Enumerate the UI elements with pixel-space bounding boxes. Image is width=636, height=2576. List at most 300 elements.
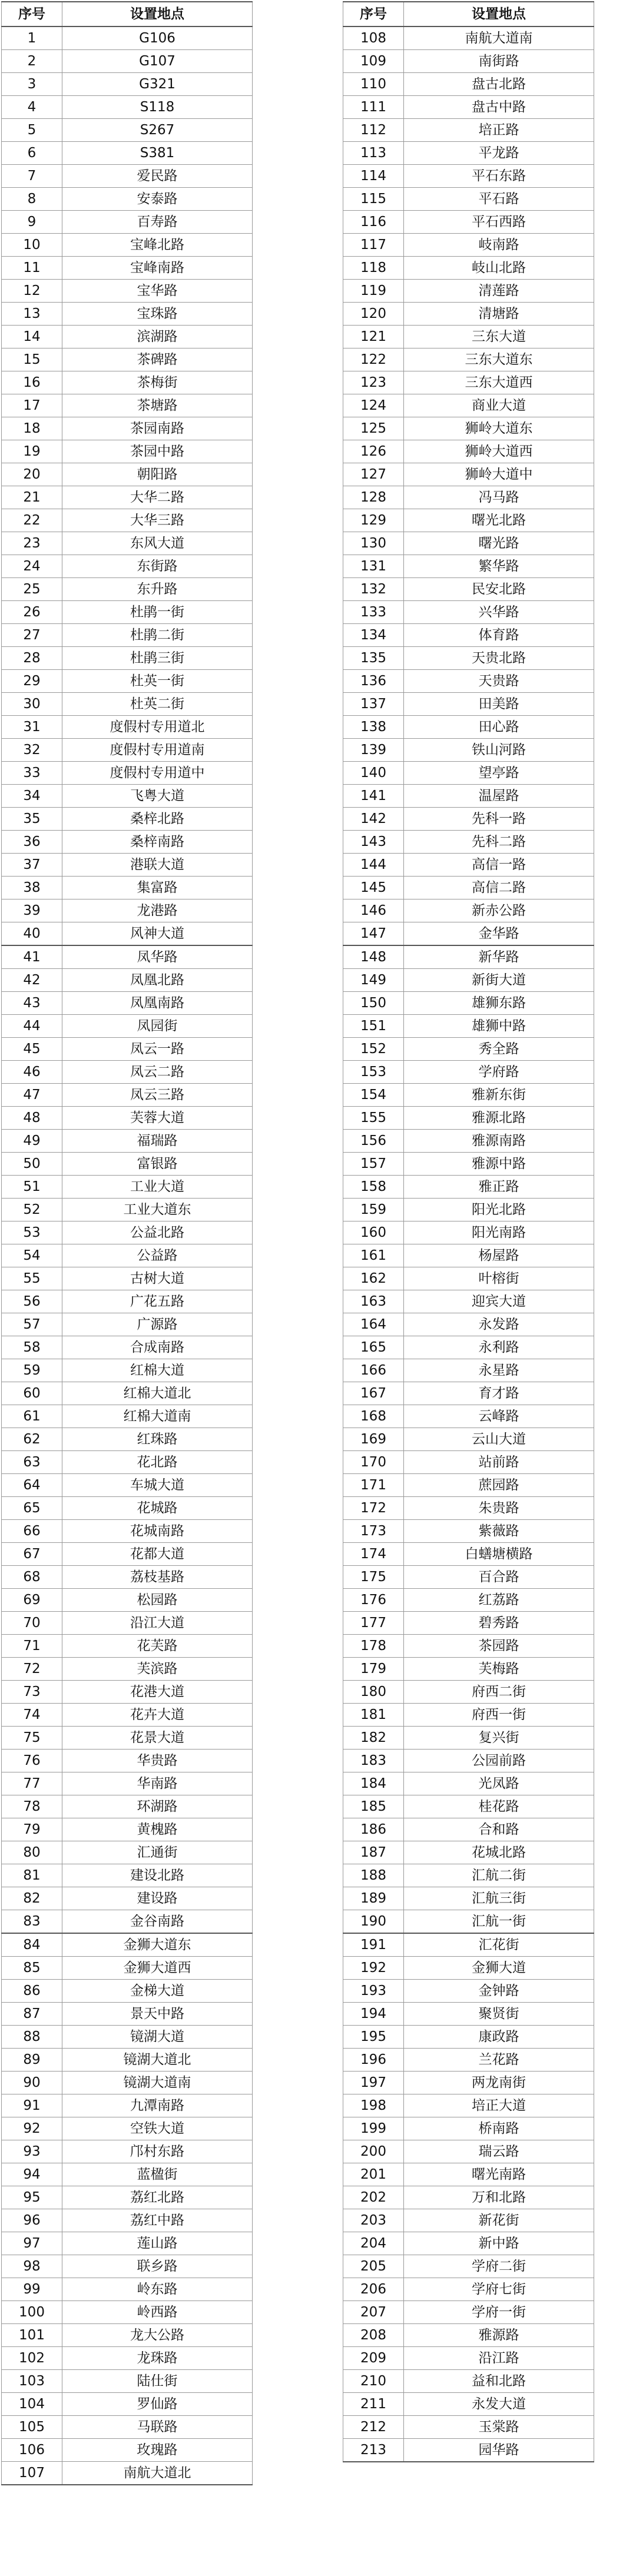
row-seq: 13 bbox=[2, 303, 62, 326]
table-row bbox=[2, 739, 253, 762]
table-row bbox=[343, 1474, 594, 1497]
table-row bbox=[2, 1267, 253, 1290]
row-seq: 203 bbox=[343, 2209, 404, 2232]
row-location: 杨屋路 bbox=[404, 1244, 594, 1267]
table-row bbox=[2, 2255, 253, 2278]
row-seq: 167 bbox=[343, 1382, 404, 1405]
row-location: 平石西路 bbox=[404, 211, 594, 234]
row-seq: 51 bbox=[2, 1176, 62, 1199]
table-row bbox=[343, 2370, 594, 2393]
row-location: 南街路 bbox=[404, 50, 594, 73]
row-seq: 152 bbox=[343, 1038, 404, 1061]
row-seq: 34 bbox=[2, 785, 62, 808]
row-location: 雅新东街 bbox=[404, 1084, 594, 1107]
table-row bbox=[2, 854, 253, 877]
row-seq: 108 bbox=[343, 26, 404, 50]
row-location: 狮岭大道西 bbox=[404, 440, 594, 463]
row-location: 平石东路 bbox=[404, 165, 594, 188]
row-location: 杜鹃一街 bbox=[62, 601, 253, 624]
row-seq: 48 bbox=[2, 1107, 62, 1130]
table-row bbox=[343, 486, 594, 509]
table-row bbox=[2, 992, 253, 1015]
row-location: 花卉大道 bbox=[62, 1704, 253, 1727]
row-location: 镜湖大道 bbox=[62, 2026, 253, 2049]
row-location: 花都大道 bbox=[62, 1543, 253, 1566]
table-row bbox=[343, 326, 594, 348]
row-location: 金狮大道西 bbox=[62, 1957, 253, 1980]
row-location: 花景大道 bbox=[62, 1727, 253, 1750]
row-seq: 146 bbox=[343, 899, 404, 922]
row-location: 雅源中路 bbox=[404, 1153, 594, 1176]
row-seq: 200 bbox=[343, 2140, 404, 2163]
table-row bbox=[343, 257, 594, 280]
table-row bbox=[343, 26, 594, 50]
row-seq: 141 bbox=[343, 785, 404, 808]
row-location: 花城南路 bbox=[62, 1520, 253, 1543]
table-row bbox=[343, 1957, 594, 1980]
table-row bbox=[2, 2416, 253, 2439]
table-row bbox=[343, 1589, 594, 1612]
row-location: 曙光南路 bbox=[404, 2163, 594, 2186]
row-seq: 118 bbox=[343, 257, 404, 280]
row-location: 岐山北路 bbox=[404, 257, 594, 280]
table-row bbox=[2, 1887, 253, 1910]
row-location: 雄狮东路 bbox=[404, 992, 594, 1015]
row-location: 白蟮塘横路 bbox=[404, 1543, 594, 1566]
row-seq: 57 bbox=[2, 1313, 62, 1336]
table-row bbox=[2, 165, 253, 188]
row-location: 汇航二街 bbox=[404, 1864, 594, 1887]
row-location: 雅源路 bbox=[404, 2324, 594, 2347]
row-seq: 197 bbox=[343, 2072, 404, 2094]
table-row bbox=[343, 165, 594, 188]
row-location: 府西一街 bbox=[404, 1704, 594, 1727]
table-row bbox=[2, 280, 253, 303]
row-location: 体育路 bbox=[404, 624, 594, 647]
row-seq: 155 bbox=[343, 1107, 404, 1130]
row-seq: 190 bbox=[343, 1910, 404, 1934]
table-row bbox=[2, 2140, 253, 2163]
row-seq: 163 bbox=[343, 1290, 404, 1313]
row-location: 望亭路 bbox=[404, 762, 594, 785]
row-seq: 16 bbox=[2, 371, 62, 394]
table-row bbox=[343, 716, 594, 739]
row-location: 天贵北路 bbox=[404, 647, 594, 670]
row-location: 空铁大道 bbox=[62, 2117, 253, 2140]
table-row bbox=[2, 303, 253, 326]
row-seq: 199 bbox=[343, 2117, 404, 2140]
table-row bbox=[2, 1818, 253, 1841]
row-seq: 178 bbox=[343, 1635, 404, 1658]
row-location: 汇花街 bbox=[404, 1933, 594, 1957]
table-row bbox=[343, 1910, 594, 1934]
row-location: 曙光北路 bbox=[404, 509, 594, 532]
row-seq: 183 bbox=[343, 1750, 404, 1772]
row-location: 杜英二街 bbox=[62, 693, 253, 716]
row-seq: 127 bbox=[343, 463, 404, 486]
row-seq: 69 bbox=[2, 1589, 62, 1612]
row-seq: 159 bbox=[343, 1199, 404, 1221]
row-seq: 75 bbox=[2, 1727, 62, 1750]
row-location: 东风大道 bbox=[62, 532, 253, 555]
row-location: 新赤公路 bbox=[404, 899, 594, 922]
row-seq: 40 bbox=[2, 922, 62, 946]
row-location: 学府二街 bbox=[404, 2255, 594, 2278]
table-row bbox=[343, 739, 594, 762]
table-row bbox=[343, 1933, 594, 1957]
row-seq: 164 bbox=[343, 1313, 404, 1336]
table-row bbox=[343, 2186, 594, 2209]
table-row bbox=[2, 1795, 253, 1818]
row-seq: 176 bbox=[343, 1589, 404, 1612]
row-location: 凤云一路 bbox=[62, 1038, 253, 1061]
table-row bbox=[343, 2140, 594, 2163]
row-location: 富银路 bbox=[62, 1153, 253, 1176]
row-seq: 110 bbox=[343, 73, 404, 96]
row-location: 朱贵路 bbox=[404, 1497, 594, 1520]
table-row bbox=[2, 1176, 253, 1199]
table-row bbox=[343, 2255, 594, 2278]
table-right bbox=[343, 1, 594, 2462]
row-location: 碧秀路 bbox=[404, 1612, 594, 1635]
table-row bbox=[2, 1199, 253, 1221]
row-seq: 80 bbox=[2, 1841, 62, 1864]
row-seq: 111 bbox=[343, 96, 404, 119]
table-row bbox=[2, 1153, 253, 1176]
table-row bbox=[2, 2393, 253, 2416]
row-seq: 140 bbox=[343, 762, 404, 785]
table-row bbox=[343, 1015, 594, 1038]
table-row bbox=[343, 348, 594, 371]
row-seq: 26 bbox=[2, 601, 62, 624]
row-seq: 103 bbox=[2, 2370, 62, 2393]
row-seq: 211 bbox=[343, 2393, 404, 2416]
table-row bbox=[343, 142, 594, 165]
table-row bbox=[2, 1313, 253, 1336]
table-left bbox=[1, 1, 253, 2485]
row-location: 凤云三路 bbox=[62, 1084, 253, 1107]
row-seq: 97 bbox=[2, 2232, 62, 2255]
row-location: 培正大道 bbox=[404, 2094, 594, 2117]
row-seq: 49 bbox=[2, 1130, 62, 1153]
table-row bbox=[2, 2278, 253, 2301]
table-row bbox=[2, 922, 253, 946]
row-seq: 11 bbox=[2, 257, 62, 280]
row-seq: 43 bbox=[2, 992, 62, 1015]
row-location: 岭西路 bbox=[62, 2301, 253, 2324]
row-location: 狮岭大道中 bbox=[404, 463, 594, 486]
row-seq: 32 bbox=[2, 739, 62, 762]
table-row bbox=[2, 50, 253, 73]
row-location: 大华三路 bbox=[62, 509, 253, 532]
row-location: 百寿路 bbox=[62, 211, 253, 234]
table-row bbox=[343, 2072, 594, 2094]
row-location: 曙光路 bbox=[404, 532, 594, 555]
row-seq: 198 bbox=[343, 2094, 404, 2117]
table-row bbox=[2, 2094, 253, 2117]
row-seq: 121 bbox=[343, 326, 404, 348]
table-row bbox=[343, 1681, 594, 1704]
table-row bbox=[343, 532, 594, 555]
row-location: 岐南路 bbox=[404, 234, 594, 257]
row-seq: 10 bbox=[2, 234, 62, 257]
row-location: 温屋路 bbox=[404, 785, 594, 808]
table-row bbox=[343, 785, 594, 808]
table-row bbox=[2, 877, 253, 899]
table-row bbox=[2, 348, 253, 371]
row-seq: 123 bbox=[343, 371, 404, 394]
table-row bbox=[343, 2416, 594, 2439]
row-seq: 64 bbox=[2, 1474, 62, 1497]
row-seq: 204 bbox=[343, 2232, 404, 2255]
row-location: 花北路 bbox=[62, 1451, 253, 1474]
row-location: 站前路 bbox=[404, 1451, 594, 1474]
row-seq: 154 bbox=[343, 1084, 404, 1107]
table-row bbox=[343, 371, 594, 394]
table-row bbox=[2, 1061, 253, 1084]
row-seq: 78 bbox=[2, 1795, 62, 1818]
row-location: 花芙路 bbox=[62, 1635, 253, 1658]
row-location: 南航大道北 bbox=[62, 2462, 253, 2485]
table-row bbox=[2, 532, 253, 555]
table-row bbox=[343, 1543, 594, 1566]
row-location: 福瑞路 bbox=[62, 1130, 253, 1153]
header-location: 设置地点 bbox=[62, 2, 253, 26]
table-row bbox=[343, 2049, 594, 2072]
table-row bbox=[2, 440, 253, 463]
row-seq: 62 bbox=[2, 1428, 62, 1451]
table-row bbox=[2, 1038, 253, 1061]
row-location: 清塘路 bbox=[404, 303, 594, 326]
row-location: 三东大道 bbox=[404, 326, 594, 348]
table-row bbox=[343, 693, 594, 716]
table-row bbox=[2, 26, 253, 50]
table-row bbox=[343, 555, 594, 578]
row-location: 广花五路 bbox=[62, 1290, 253, 1313]
table-row bbox=[343, 50, 594, 73]
table-row bbox=[343, 2324, 594, 2347]
header-row bbox=[343, 2, 594, 26]
row-location: 合成南路 bbox=[62, 1336, 253, 1359]
row-location: 玉棠路 bbox=[404, 2416, 594, 2439]
table-row bbox=[2, 257, 253, 280]
row-location: 罗仙路 bbox=[62, 2393, 253, 2416]
row-location: 建设路 bbox=[62, 1887, 253, 1910]
table-row bbox=[2, 601, 253, 624]
row-seq: 8 bbox=[2, 188, 62, 211]
row-location: 朝阳路 bbox=[62, 463, 253, 486]
table-row bbox=[2, 899, 253, 922]
row-seq: 38 bbox=[2, 877, 62, 899]
row-location: 永利路 bbox=[404, 1336, 594, 1359]
row-location: 天贵路 bbox=[404, 670, 594, 693]
row-location: 阳光北路 bbox=[404, 1199, 594, 1221]
row-location: 蓝楹街 bbox=[62, 2163, 253, 2186]
table-row bbox=[2, 1107, 253, 1130]
row-seq: 181 bbox=[343, 1704, 404, 1727]
row-location: 宝峰南路 bbox=[62, 257, 253, 280]
table-row bbox=[2, 555, 253, 578]
row-seq: 208 bbox=[343, 2324, 404, 2347]
table-row bbox=[343, 2439, 594, 2462]
row-location: 工业大道东 bbox=[62, 1199, 253, 1221]
table-row bbox=[2, 1589, 253, 1612]
table-row bbox=[2, 1382, 253, 1405]
table-row bbox=[2, 2003, 253, 2026]
table-row bbox=[343, 73, 594, 96]
row-seq: 129 bbox=[343, 509, 404, 532]
row-seq: 206 bbox=[343, 2278, 404, 2301]
row-seq: 150 bbox=[343, 992, 404, 1015]
table-row bbox=[343, 1635, 594, 1658]
row-seq: 104 bbox=[2, 2393, 62, 2416]
row-location: 狮岭大道东 bbox=[404, 417, 594, 440]
table-row bbox=[2, 371, 253, 394]
table-row bbox=[2, 1336, 253, 1359]
table-row bbox=[2, 831, 253, 854]
row-location: 永星路 bbox=[404, 1359, 594, 1382]
table-row bbox=[2, 578, 253, 601]
row-location: 高信一路 bbox=[404, 854, 594, 877]
row-location: 合和路 bbox=[404, 1818, 594, 1841]
table-row bbox=[2, 808, 253, 831]
row-location: 新中路 bbox=[404, 2232, 594, 2255]
row-seq: 47 bbox=[2, 1084, 62, 1107]
row-location: 安泰路 bbox=[62, 188, 253, 211]
row-location: 永发大道 bbox=[404, 2393, 594, 2416]
row-seq: 212 bbox=[343, 2416, 404, 2439]
table-row bbox=[2, 1474, 253, 1497]
row-seq: 1 bbox=[2, 26, 62, 50]
row-seq: 106 bbox=[2, 2439, 62, 2462]
row-seq: 35 bbox=[2, 808, 62, 831]
row-seq: 87 bbox=[2, 2003, 62, 2026]
row-location: 瑞云路 bbox=[404, 2140, 594, 2163]
table-row bbox=[343, 945, 594, 969]
row-location: 光凤路 bbox=[404, 1772, 594, 1795]
row-seq: 156 bbox=[343, 1130, 404, 1153]
row-location: 岭东路 bbox=[62, 2278, 253, 2301]
row-location: 田美路 bbox=[404, 693, 594, 716]
row-seq: 67 bbox=[2, 1543, 62, 1566]
table-row bbox=[343, 877, 594, 899]
row-location: 芙梅路 bbox=[404, 1658, 594, 1681]
row-location: 桥南路 bbox=[404, 2117, 594, 2140]
row-seq: 179 bbox=[343, 1658, 404, 1681]
table-row bbox=[2, 509, 253, 532]
header-seq: 序号 bbox=[2, 2, 62, 26]
table-row bbox=[2, 1933, 253, 1957]
row-location: 茶塘路 bbox=[62, 394, 253, 417]
row-location: 红棉大道南 bbox=[62, 1405, 253, 1428]
row-location: 永发路 bbox=[404, 1313, 594, 1336]
row-seq: 4 bbox=[2, 96, 62, 119]
row-seq: 44 bbox=[2, 1015, 62, 1038]
table-row bbox=[343, 1199, 594, 1221]
row-location: 车城大道 bbox=[62, 1474, 253, 1497]
row-seq: 42 bbox=[2, 969, 62, 992]
row-seq: 139 bbox=[343, 739, 404, 762]
table-row bbox=[343, 2163, 594, 2186]
row-seq: 126 bbox=[343, 440, 404, 463]
row-seq: 60 bbox=[2, 1382, 62, 1405]
table-row bbox=[2, 1957, 253, 1980]
row-seq: 76 bbox=[2, 1750, 62, 1772]
table-row bbox=[343, 280, 594, 303]
table-row bbox=[2, 2232, 253, 2255]
row-location: 九潭南路 bbox=[62, 2094, 253, 2117]
table-row bbox=[343, 234, 594, 257]
table-row bbox=[2, 1704, 253, 1727]
row-seq: 210 bbox=[343, 2370, 404, 2393]
row-seq: 136 bbox=[343, 670, 404, 693]
row-seq: 158 bbox=[343, 1176, 404, 1199]
table-row bbox=[2, 2209, 253, 2232]
row-location: 荔红北路 bbox=[62, 2186, 253, 2209]
table-row bbox=[2, 1635, 253, 1658]
table-row bbox=[2, 2049, 253, 2072]
row-seq: 128 bbox=[343, 486, 404, 509]
row-location: 茶碑路 bbox=[62, 348, 253, 371]
row-location: 迎宾大道 bbox=[404, 1290, 594, 1313]
row-seq: 194 bbox=[343, 2003, 404, 2026]
row-location: 黄槐路 bbox=[62, 1818, 253, 1841]
row-location: 红荔路 bbox=[404, 1589, 594, 1612]
table-row bbox=[343, 1382, 594, 1405]
row-location: 兰花路 bbox=[404, 2049, 594, 2072]
row-seq: 91 bbox=[2, 2094, 62, 2117]
row-seq: 151 bbox=[343, 1015, 404, 1038]
row-location: 汇航一街 bbox=[404, 1910, 594, 1934]
table-row bbox=[343, 211, 594, 234]
table-row bbox=[343, 2117, 594, 2140]
row-seq: 165 bbox=[343, 1336, 404, 1359]
row-seq: 115 bbox=[343, 188, 404, 211]
row-seq: 113 bbox=[343, 142, 404, 165]
row-seq: 193 bbox=[343, 1980, 404, 2003]
table-row bbox=[343, 1313, 594, 1336]
table-row bbox=[343, 1795, 594, 1818]
table-row bbox=[2, 2324, 253, 2347]
table-row bbox=[343, 1038, 594, 1061]
row-location: 三东大道东 bbox=[404, 348, 594, 371]
row-location: 清莲路 bbox=[404, 280, 594, 303]
row-seq: 19 bbox=[2, 440, 62, 463]
row-seq: 185 bbox=[343, 1795, 404, 1818]
row-location: 云峰路 bbox=[404, 1405, 594, 1428]
row-seq: 6 bbox=[2, 142, 62, 165]
row-seq: 172 bbox=[343, 1497, 404, 1520]
row-seq: 132 bbox=[343, 578, 404, 601]
row-location: 马联路 bbox=[62, 2416, 253, 2439]
row-location: 玫瑰路 bbox=[62, 2439, 253, 2462]
row-seq: 196 bbox=[343, 2049, 404, 2072]
row-location: 杜鹃二街 bbox=[62, 624, 253, 647]
row-seq: 171 bbox=[343, 1474, 404, 1497]
row-location: 宝珠路 bbox=[62, 303, 253, 326]
row-location: 金谷南路 bbox=[62, 1910, 253, 1934]
row-location: 凤云二路 bbox=[62, 1061, 253, 1084]
row-location: 宝华路 bbox=[62, 280, 253, 303]
table-row bbox=[2, 486, 253, 509]
row-seq: 41 bbox=[2, 945, 62, 969]
row-seq: 130 bbox=[343, 532, 404, 555]
table-row bbox=[2, 1681, 253, 1704]
table-row bbox=[343, 1359, 594, 1382]
row-location: 红棉大道 bbox=[62, 1359, 253, 1382]
row-location: 爱民路 bbox=[62, 165, 253, 188]
row-seq: 18 bbox=[2, 417, 62, 440]
